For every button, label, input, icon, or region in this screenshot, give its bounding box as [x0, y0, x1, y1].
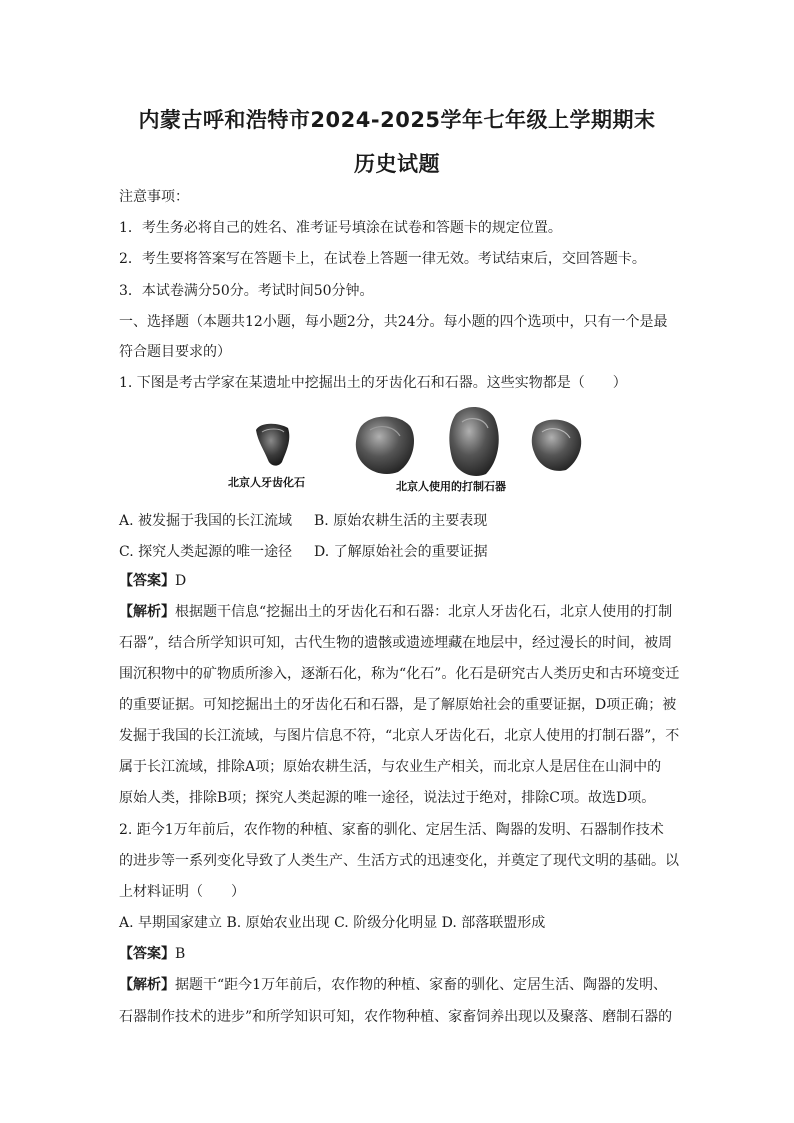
- figure-caption-tooth: 北京人牙齿化石: [228, 476, 305, 489]
- fossil-figure: [228, 400, 588, 496]
- figure-caption-tools: 北京人使用的打制石器: [396, 480, 506, 493]
- stone-tool: [356, 416, 414, 474]
- q1-option-c: C. 探究人类起源的唯一途径: [119, 544, 293, 560]
- notice-heading: 注意事项：: [119, 189, 189, 205]
- answer-value: D: [175, 573, 187, 589]
- page-title: 内蒙古呼和浩特市2024-2025学年七年级上学期期末: [138, 108, 656, 132]
- analysis-tag: 【解析】: [119, 977, 175, 993]
- answer-tag: 【答案】: [119, 946, 175, 962]
- q1-option-b: B. 原始农耕生活的主要表现: [314, 513, 488, 529]
- q1-answer: [119, 572, 186, 590]
- q1-option-a: A. 被发掘于我国的长江流域: [119, 513, 293, 529]
- analysis-text: 据题干“距今1万年前后，农作物的种植、家畜的驯化、定居生活、陶器的发明、: [175, 977, 668, 993]
- notice-item: 1．考生务必将自己的姓名、准考证号填涂在试卷和答题卡的规定位置。: [119, 220, 562, 236]
- section-heading: 一、选择题（本题共12小题，每小题2分，共24分。每小题的四个选项中，只有一个是最: [119, 314, 668, 330]
- analysis-text: 的重要证据。可知挖掘出土的牙齿化石和石器，是了解原始社会的重要证据，D项正确；被: [119, 697, 677, 713]
- analysis-text: 原始人类，排除B项；探究人类起源的唯一途径，说法过于绝对，排除C项。故选D项。: [119, 790, 656, 806]
- stone-tool: [449, 407, 498, 476]
- analysis-text: 围沉积物中的矿物质所渗入，逐渐石化，称为“化石”。化石是研究古人类历史和古环境变迁: [119, 666, 680, 682]
- page-subtitle: 历史试题: [354, 152, 440, 176]
- q1-analysis: [119, 603, 672, 621]
- tooth-fossil: [256, 424, 289, 466]
- notice-item: 3．本试卷满分50分。考试时间50分钟。: [119, 283, 374, 299]
- analysis-text: 石器”，结合所学知识可知，古代生物的遗骸或遗迹埋藏在地层中，经过漫长的时间，被周: [119, 635, 673, 651]
- notice-item: 2．考生要将答案写在答题卡上，在试卷上答题一律无效。考试结束后，交回答题卡。: [119, 251, 646, 267]
- question-1-stem: 1. 下图是考古学家在某遗址中挖掘出土的牙齿化石和石器。这些实物都是（ ）: [119, 375, 627, 391]
- analysis-text: 根据题干信息“挖掘出土的牙齿化石和石器：北京人牙齿化石，北京人使用的打制: [175, 604, 673, 620]
- answer-value: B: [175, 946, 186, 962]
- analysis-text: 发掘于我国的长江流域，与图片信息不符，“北京人牙齿化石，北京人使用的打制石器”，不: [119, 728, 680, 744]
- question-2-stem: 上材料证明（ ）: [119, 884, 245, 900]
- section-heading-cont: 符合题目要求的）: [119, 344, 231, 360]
- q2-options: A. 早期国家建立 B. 原始农业出现 C. 阶级分化明显 D. 部落联盟形成: [119, 915, 546, 931]
- q2-answer: [119, 945, 185, 963]
- question-2-stem: 2. 距今1万年前后，农作物的种植、家畜的驯化、定居生活、陶器的发明、石器制作技术: [119, 822, 664, 838]
- answer-tag: 【答案】: [119, 573, 175, 589]
- analysis-text: 石器制作技术的进步”和所学知识可知，农作物种植、家畜饲养出现以及聚落、磨制石器的: [119, 1009, 673, 1025]
- q1-option-d: D. 了解原始社会的重要证据: [314, 544, 488, 560]
- analysis-tag: 【解析】: [119, 604, 175, 620]
- stone-tool: [532, 420, 581, 471]
- analysis-text: 属于长江流域，排除A项；原始农耕生活，与农业生产相关，而北京人是居住在山洞中的: [119, 759, 662, 775]
- question-2-stem: 的进步等一系列变化导致了人类生产、生活方式的迅速变化，并奠定了现代文明的基础。以: [119, 853, 679, 869]
- q2-analysis: [119, 976, 667, 994]
